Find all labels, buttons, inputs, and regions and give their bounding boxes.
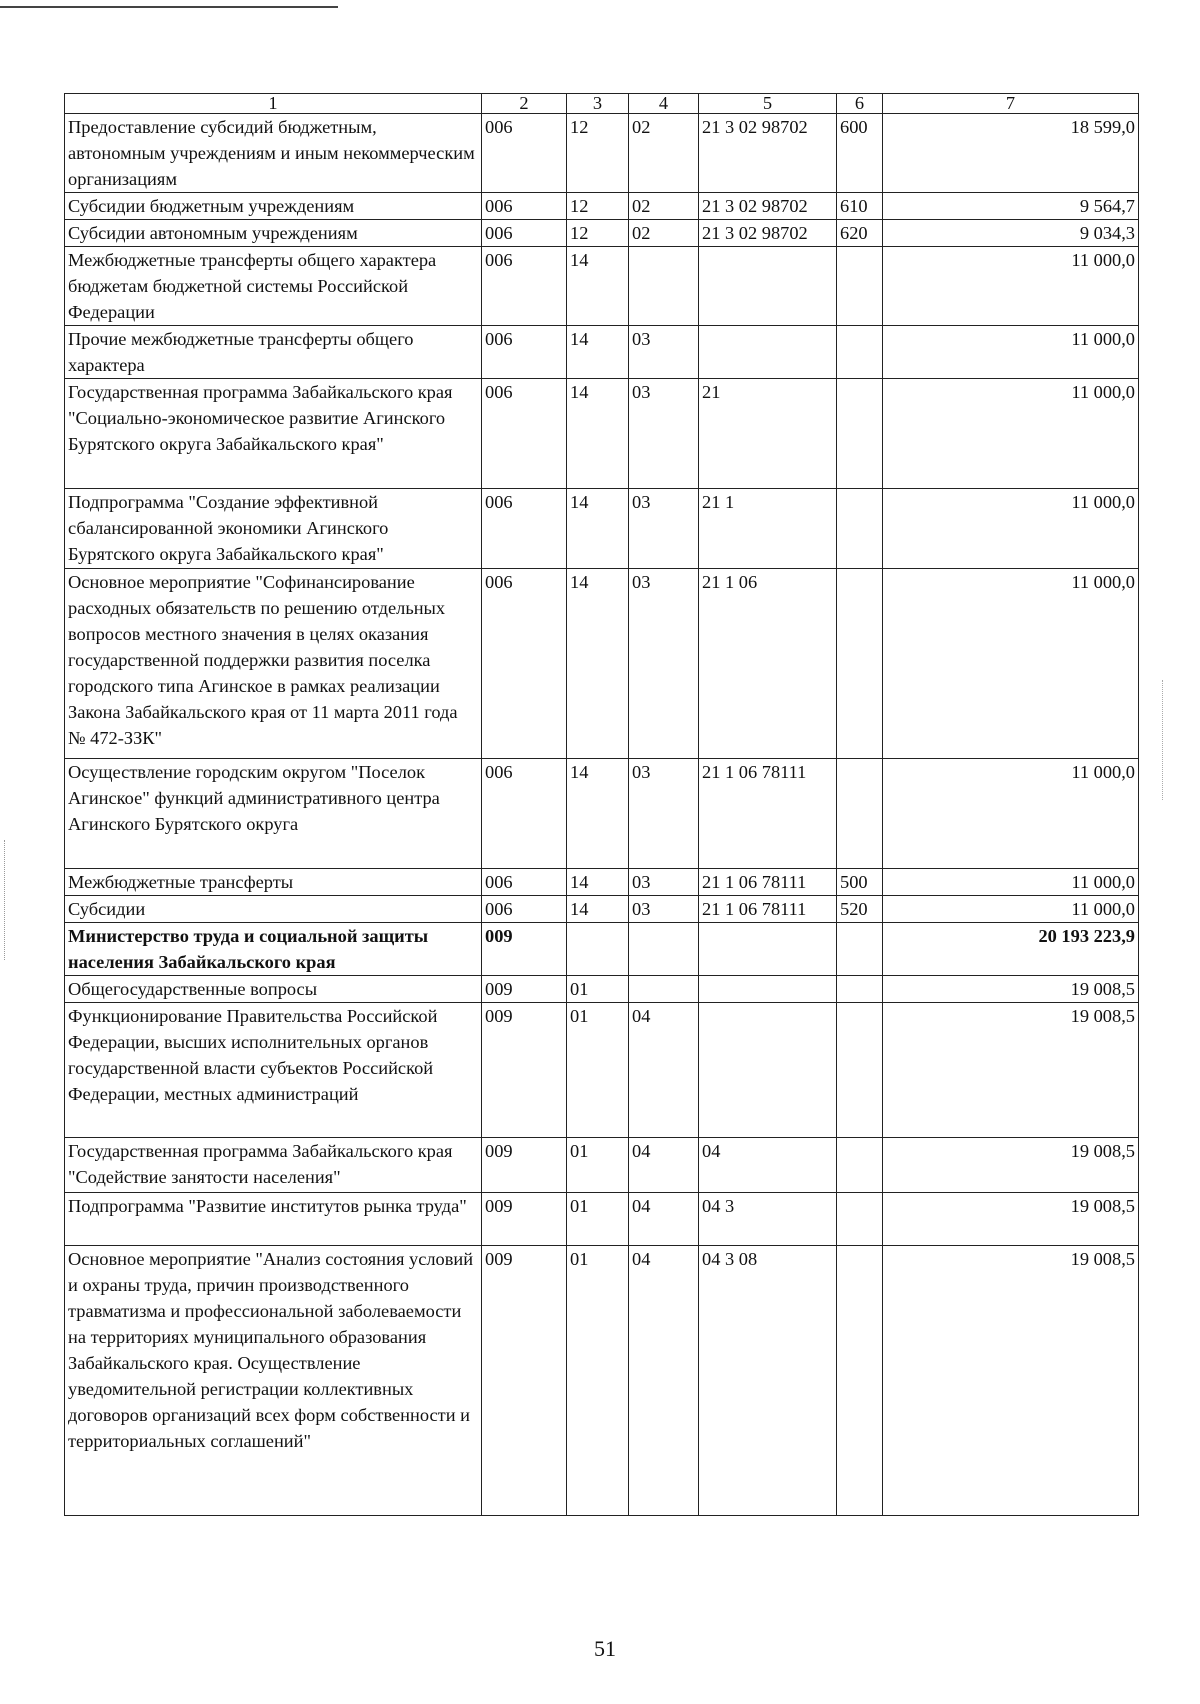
row-subsection: 02 — [629, 114, 699, 193]
row-subsection: 03 — [629, 379, 699, 489]
row-name: Субсидии — [65, 896, 482, 923]
row-expense-type — [837, 569, 883, 759]
header-cell: 7 — [883, 94, 1139, 114]
row-amount: 11 000,0 — [883, 869, 1139, 896]
row-ministry-code: 009 — [482, 1003, 567, 1138]
row-expense-type: 520 — [837, 896, 883, 923]
row-name: Субсидии бюджетным учреждениям — [65, 193, 482, 220]
row-amount: 11 000,0 — [883, 759, 1139, 869]
row-expense-type: 600 — [837, 114, 883, 193]
table-row — [65, 326, 1139, 379]
row-section — [567, 923, 629, 976]
row-name: Министерство труда и социальной защиты населения Забайкальского края — [65, 923, 482, 976]
row-target-article: 21 3 02 98702 — [699, 193, 837, 220]
table-row — [65, 976, 1139, 1003]
row-ministry-code: 009 — [482, 1138, 567, 1193]
row-target-article: 21 1 06 78111 — [699, 896, 837, 923]
table-row — [65, 569, 1139, 759]
header-cell: 1 — [65, 94, 482, 114]
row-section: 14 — [567, 247, 629, 326]
row-target-article — [699, 247, 837, 326]
row-amount: 18 599,0 — [883, 114, 1139, 193]
table-row — [65, 220, 1139, 247]
row-ministry-code: 006 — [482, 379, 567, 489]
table-row — [65, 247, 1139, 326]
row-section: 01 — [567, 1003, 629, 1138]
row-section: 12 — [567, 114, 629, 193]
row-subsection: 02 — [629, 220, 699, 247]
row-expense-type — [837, 379, 883, 489]
row-name: Межбюджетные трансферты — [65, 869, 482, 896]
row-target-article — [699, 326, 837, 379]
row-ministry-code: 006 — [482, 489, 567, 569]
row-ministry-code: 006 — [482, 569, 567, 759]
row-target-article — [699, 1003, 837, 1138]
row-name: Основное мероприятие "Анализ состояния условий и охраны труда, причин производственного травматизма и профессиональной заболеваемости на территориях муниципального образования Забайкальского края. Осуществление уведомительной регистрации коллективных договоров организаций всех форм собственности и территориальных соглашений" — [65, 1246, 482, 1516]
row-name: Субсидии автономным учреждениям — [65, 220, 482, 247]
header-cell: 2 — [482, 94, 567, 114]
page-number: 51 — [594, 1636, 616, 1661]
row-target-article: 21 — [699, 379, 837, 489]
row-expense-type — [837, 1138, 883, 1193]
row-section: 01 — [567, 976, 629, 1003]
row-expense-type: 620 — [837, 220, 883, 247]
row-subsection: 03 — [629, 869, 699, 896]
row-name: Подпрограмма "Развитие институтов рынка труда" — [65, 1193, 482, 1246]
row-subsection: 03 — [629, 326, 699, 379]
row-name: Предоставление субсидий бюджетным, автономным учреждениям и иным некоммерческим организациям — [65, 114, 482, 193]
row-ministry-code: 006 — [482, 896, 567, 923]
scan-artifact-line — [0, 6, 338, 8]
row-amount: 19 008,5 — [883, 1193, 1139, 1246]
scan-artifact-left — [4, 840, 6, 960]
row-section: 12 — [567, 220, 629, 247]
row-amount: 9 564,7 — [883, 193, 1139, 220]
row-name: Государственная программа Забайкальского края "Содействие занятости населения" — [65, 1138, 482, 1193]
row-expense-type — [837, 1193, 883, 1246]
row-amount: 9 034,3 — [883, 220, 1139, 247]
table-row — [65, 1003, 1139, 1138]
row-section: 14 — [567, 569, 629, 759]
row-target-article — [699, 976, 837, 1003]
row-section: 14 — [567, 326, 629, 379]
row-section: 01 — [567, 1246, 629, 1516]
row-section: 14 — [567, 759, 629, 869]
row-expense-type — [837, 489, 883, 569]
row-expense-type — [837, 759, 883, 869]
row-section: 14 — [567, 379, 629, 489]
row-target-article: 21 1 06 78111 — [699, 759, 837, 869]
table-row — [65, 1138, 1139, 1193]
row-target-article: 04 3 — [699, 1193, 837, 1246]
row-amount: 11 000,0 — [883, 489, 1139, 569]
row-amount: 11 000,0 — [883, 326, 1139, 379]
row-ministry-code: 009 — [482, 1193, 567, 1246]
row-subsection: 04 — [629, 1246, 699, 1516]
row-amount: 19 008,5 — [883, 1138, 1139, 1193]
row-subsection — [629, 976, 699, 1003]
row-target-article: 04 3 08 — [699, 1246, 837, 1516]
row-target-article: 21 1 — [699, 489, 837, 569]
row-name: Осуществление городским округом "Поселок Агинское" функций административного центра Агинского Бурятского округа — [65, 759, 482, 869]
row-ministry-code: 006 — [482, 759, 567, 869]
row-section: 14 — [567, 869, 629, 896]
row-name: Подпрограмма "Создание эффективной сбалансированной экономики Агинского Бурятского округа Забайкальского края" — [65, 489, 482, 569]
row-section: 14 — [567, 896, 629, 923]
table-row — [65, 489, 1139, 569]
table-row — [65, 869, 1139, 896]
row-target-article: 21 1 06 — [699, 569, 837, 759]
row-target-article: 21 1 06 78111 — [699, 869, 837, 896]
row-subsection — [629, 247, 699, 326]
table-row — [65, 379, 1139, 489]
row-amount: 19 008,5 — [883, 976, 1139, 1003]
header-cell: 6 — [837, 94, 883, 114]
row-subsection — [629, 923, 699, 976]
row-expense-type — [837, 1246, 883, 1516]
header-cell: 4 — [629, 94, 699, 114]
row-name: Государственная программа Забайкальского края "Социально-экономическое развитие Агинского Бурятского округа Забайкальского края" — [65, 379, 482, 489]
row-amount: 19 008,5 — [883, 1003, 1139, 1138]
row-subsection: 04 — [629, 1193, 699, 1246]
row-section: 14 — [567, 489, 629, 569]
row-expense-type — [837, 326, 883, 379]
row-ministry-code: 009 — [482, 1246, 567, 1516]
table-row — [65, 1246, 1139, 1516]
row-ministry-code: 006 — [482, 247, 567, 326]
row-amount: 11 000,0 — [883, 569, 1139, 759]
table-row — [65, 193, 1139, 220]
row-subsection: 03 — [629, 489, 699, 569]
row-section: 01 — [567, 1138, 629, 1193]
row-subsection: 03 — [629, 569, 699, 759]
row-target-article: 04 — [699, 1138, 837, 1193]
row-amount: 19 008,5 — [883, 1246, 1139, 1516]
row-amount: 11 000,0 — [883, 896, 1139, 923]
row-ministry-code: 006 — [482, 326, 567, 379]
row-name: Функционирование Правительства Российской Федерации, высших исполнительных органов государственной власти субъектов Российской Федерации, местных администраций — [65, 1003, 482, 1138]
table-row — [65, 114, 1139, 193]
row-expense-type: 500 — [837, 869, 883, 896]
row-name: Общегосударственные вопросы — [65, 976, 482, 1003]
row-amount: 20 193 223,9 — [883, 923, 1139, 976]
row-expense-type — [837, 923, 883, 976]
row-name: Прочие межбюджетные трансферты общего характера — [65, 326, 482, 379]
row-expense-type: 610 — [837, 193, 883, 220]
row-subsection: 04 — [629, 1138, 699, 1193]
row-subsection: 02 — [629, 193, 699, 220]
row-amount: 11 000,0 — [883, 379, 1139, 489]
row-target-article: 21 3 02 98702 — [699, 220, 837, 247]
row-ministry-code: 006 — [482, 869, 567, 896]
row-ministry-code: 006 — [482, 193, 567, 220]
row-ministry-code: 009 — [482, 923, 567, 976]
table-row — [65, 759, 1139, 869]
row-ministry-code: 006 — [482, 220, 567, 247]
row-expense-type — [837, 976, 883, 1003]
row-section: 12 — [567, 193, 629, 220]
row-amount: 11 000,0 — [883, 247, 1139, 326]
row-expense-type — [837, 247, 883, 326]
row-target-article — [699, 923, 837, 976]
budget-table — [64, 93, 1139, 1516]
row-subsection: 04 — [629, 1003, 699, 1138]
row-name: Межбюджетные трансферты общего характера бюджетам бюджетной системы Российской Федерации — [65, 247, 482, 326]
row-ministry-code: 006 — [482, 114, 567, 193]
header-cell: 5 — [699, 94, 837, 114]
row-section: 01 — [567, 1193, 629, 1246]
row-subsection: 03 — [629, 759, 699, 869]
row-subsection: 03 — [629, 896, 699, 923]
table-row — [65, 1193, 1139, 1246]
row-target-article: 21 3 02 98702 — [699, 114, 837, 193]
table-row — [65, 896, 1139, 923]
row-expense-type — [837, 1003, 883, 1138]
header-cell: 3 — [567, 94, 629, 114]
row-name: Основное мероприятие "Софинансирование расходных обязательств по решению отдельных вопросов местного значения в целях оказания государственной поддержки развития поселка городского типа Агинское в рамках реализации Закона Забайкальского края от 11 марта 2011 года № 472-ЗЗК" — [65, 569, 482, 759]
scan-artifact-right — [1162, 680, 1164, 800]
table-row — [65, 923, 1139, 976]
row-ministry-code: 009 — [482, 976, 567, 1003]
table-header-row — [65, 94, 1139, 114]
